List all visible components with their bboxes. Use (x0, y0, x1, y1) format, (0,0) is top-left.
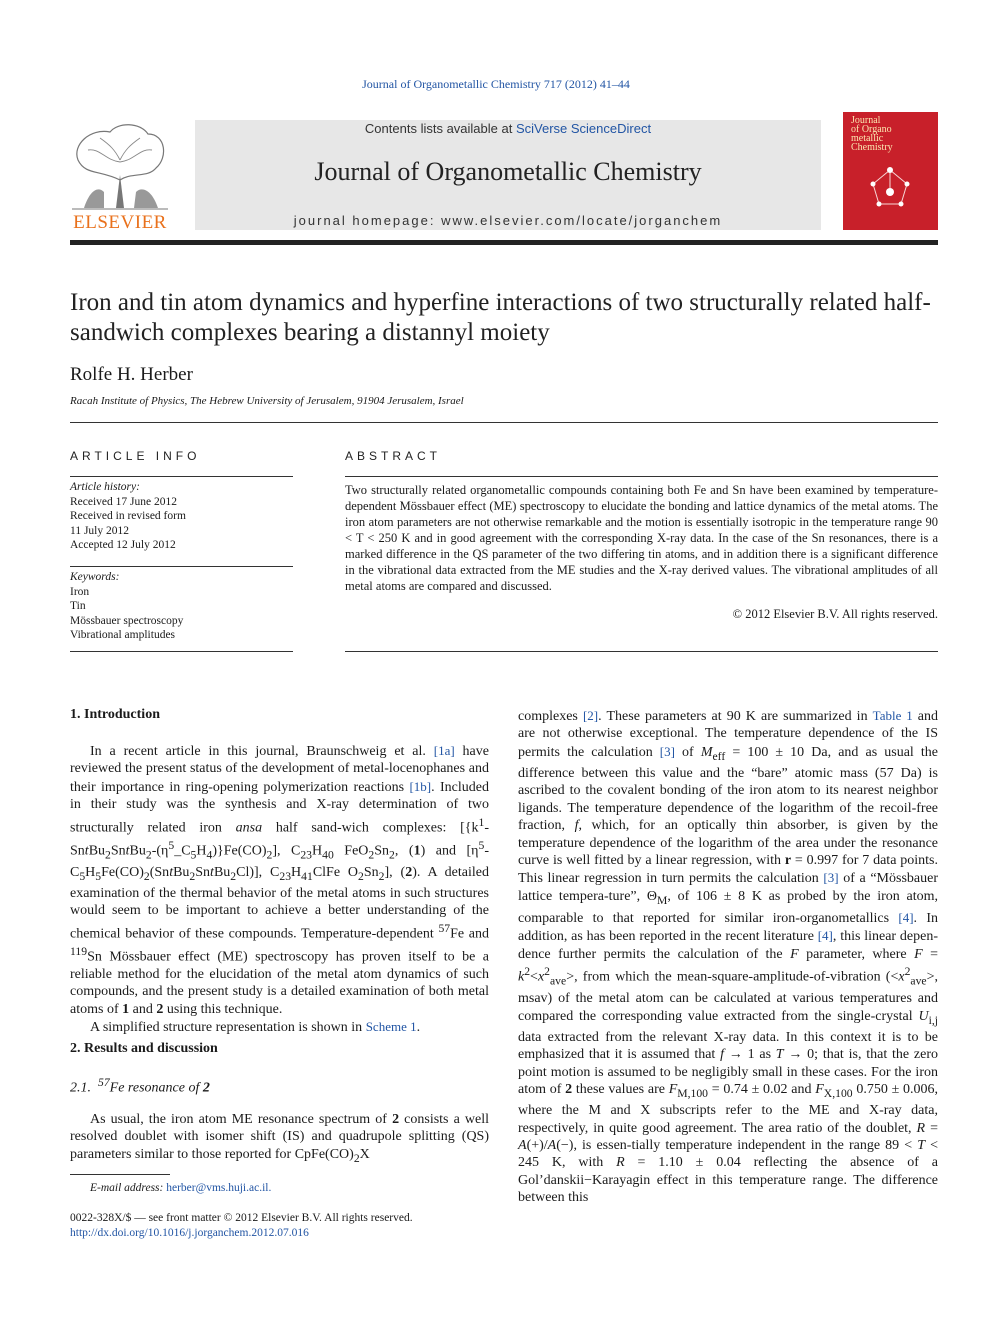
keyword-item: Tin (70, 600, 86, 612)
footnote-email (90, 1182, 271, 1194)
citation-link[interactable]: [1a] (433, 743, 455, 758)
contents-prefix: Contents lists available at (364, 121, 516, 136)
results-continued-text (518, 707, 938, 1207)
history-item: Received 17 June 2012 (70, 495, 177, 508)
divider (70, 566, 293, 567)
copyright: © 2012 Elsevier B.V. All rights reserved. (732, 607, 938, 621)
divider (70, 651, 293, 652)
keywords-label: Keywords: (70, 571, 120, 583)
elsevier-logo (70, 120, 170, 232)
paragraph: complexes [2]. These parameters at 90 K are summarized in Table 1 and are not otherwise exceptional. The temperature dependence of the IS permits the calculation [3] of $M_{eff} = 100 \pm 10$ Da, and as usual the difference between this value and the “bare” atomic mass (57 Da) is ascribed to the covalent bonding of the iron atom to its nearest neighbor ligands. The temperature dependence of the logarithm of the recoil-free fraction, f, which, for an optically thin absorber, is given by the temperature dependence of the logarithm of the area under the resonance curve is well fitted by a linear regression, with r = 0.997 for 7 data points. This linear regression in turn permits the calculation [3] of a “Mössbauer lattice tempera-ture”, $\Theta_M$, of 106 ± 8 K as probed by the iron atom, comparable to that reported for similar iron-organometallics [4]. In addition, as has been reported in the recent literature [4], this linear depen-dence further permits the calculation of the F parameter, where $F = k^2<x^2_{ave}>$, from which the mean-square-amplitude-of-vibration ($<x^2_{ave}>$, msav) of the metal atom can be calculated at various temperatures and compared the corresponding value extracted from the single-crystal $U_{i,j}$ data extracted from the relevant X-ray data. In this context it is to be emphasized that it is assumed that f → 1 as T → 0; that is, that the zero point motion is assumed to be negligibly small in these cases. For the iron atom of 2 these values are $F_{M,100} = 0.74 \pm 0.02$ and $F_{X,100}$ 0.750 ± 0.006, where the M and X subscripts refer to the ME and X-ray data, respectively, in quite good agreement. The area ratio of the doublet, R = A(+)/A(−), is essen-tially temperature independent in the range 89 < T < 245 K, with R = 1.10 ± 0.04 reflecting the absence of a Gol’danskii−Karayagin effect in this temperature range. The difference between this (518, 708, 939, 1206)
paragraph: In a recent article in this journal, Braunschweig et al. [1a] have reviewed the present status of the development of metal-locenophanes and their importance in ring-opening polymerization reactions [1b]. Included in their study was the synthesis and X-ray determination of two structurally related iron ansa half sand-wich complexes: $[\{k^1-SntBu_2SntBu_2-(\eta^5\_C_5H_4)\}Fe(CO)_2]$, $C_{23}H_{40}$ $FeO_2Sn_2$, (1) and $[\eta^5-C_5H_5Fe(CO)_2(SntBu_2SntBu_2Cl)]$, $C_{23}H_{41}ClFe$ $O_2Sn_2$], (2). A detailed examination of the thermal behavior of the metal atoms in such structures would seem to be important to achieve a better understanding of the chemical behavior of these compounds. Temperature-dependent $^{57}$Fe and $^{119}$Sn Mössbauer effect (ME) spectroscopy has proven itself to be a reliable method for the elucidation of the metal atom dynamics of such compounds, and the present study is a detailed examination of both metal atoms of 1 and 2 using this technique. (70, 743, 489, 1017)
table-link[interactable]: Table 1 (872, 708, 913, 723)
journal-reference[interactable] (0, 77, 992, 92)
article-history (70, 480, 293, 553)
divider (70, 422, 938, 423)
elsevier-wordmark: ELSEVIER (73, 212, 167, 233)
introduction-text (70, 742, 489, 1036)
history-item: Received in revised form (70, 510, 186, 522)
contents-line (195, 121, 821, 136)
keyword-item: Mössbauer spectroscopy (70, 614, 184, 627)
email-label: E-mail address: (90, 1182, 164, 1194)
history-label: Article history: (70, 481, 140, 493)
citation-link[interactable]: [2] (582, 708, 599, 723)
paragraph: As usual, the iron atom ME resonance spectrum of 2 consists a well resolved doublet with isomer shift (IS) and quadrupole splitting (QS) parameters similar to those reported for $CpFe(CO)_2X$ (70, 1112, 489, 1165)
cover-title-line: Chemistry (851, 142, 893, 153)
section-heading-introduction: 1. Introduction (70, 707, 160, 722)
article-info-heading: ARTICLE INFO (70, 449, 201, 463)
author-name: Rolfe H. Herber (70, 364, 193, 385)
citation-link[interactable]: [3] (823, 870, 839, 886)
sciencedirect-link[interactable]: SciVerse ScienceDirect (515, 121, 652, 136)
citation-link[interactable]: [1b] (409, 778, 432, 794)
cover-title-line: metallic (851, 133, 884, 144)
journal-cover[interactable] (843, 112, 938, 230)
doi-link[interactable] (70, 1227, 309, 1239)
paragraph: A simplified structure representation is shown in Scheme 1. (90, 1018, 421, 1035)
abstract-heading: ABSTRACT (345, 449, 442, 463)
journal-reference-text[interactable]: Journal of Organometallic Chemistry 717 (2012) 41–44 (362, 77, 630, 91)
keyword-item: Vibrational amplitudes (70, 629, 176, 641)
scheme-link[interactable]: Scheme 1 (365, 1018, 417, 1034)
subsection-heading: 2.1. $^{57}$Fe resonance of 2 (70, 1076, 210, 1096)
history-item: 11 July 2012 (70, 524, 129, 537)
divider (345, 476, 938, 477)
keywords (70, 570, 293, 643)
divider (70, 476, 293, 477)
email-link[interactable]: herber@vms.huji.ac.il. (166, 1182, 272, 1194)
results-text (70, 1111, 489, 1167)
keyword-item: Iron (70, 585, 90, 598)
citation-link[interactable]: [4] (817, 928, 833, 944)
journal-homepage[interactable]: journal homepage: www.elsevier.com/locate/jorganchem (293, 213, 723, 228)
journal-title: Journal of Organometallic Chemistry (314, 157, 702, 186)
abstract-text: Two structurally related organometallic compounds containing both Fe and Sn have been examined by temperature-dependent Mössbauer effect (ME) spectroscopy to elucidate the bonding and lattice dynamics of the metal atoms. The iron atom parameters are not otherwise remarkable and the motion is essentially isotropic in the temperature range 90 < T < 250 K and in good agreement with the corresponding X-ray data. In the case of the Sn resonances, there is a marked difference in the QS parameter of the two differing tin atoms, and in addition there is a significant difference in the vibrational data extracted from the ME studies and the X-ray derived values. The vibrational amplitudes of all metal atoms are compared and discussed. (345, 483, 938, 593)
divider (345, 651, 938, 652)
cover-title-line: Journal (851, 115, 881, 126)
author-affiliation: Racah Institute of Physics, The Hebrew University of Jerusalem, 91904 Jerusalem, Israel (70, 395, 464, 407)
doi-link-text[interactable]: http://dx.doi.org/10.1016/j.jorganchem.2012.07.016 (70, 1227, 309, 1239)
citation-link[interactable]: [3] (659, 743, 675, 759)
issn-line: 0022-328X/$ — see front matter © 2012 Elsevier B.V. All rights reserved. (70, 1212, 413, 1224)
citation-link[interactable]: [4] (898, 910, 914, 926)
footnote-rule (70, 1174, 170, 1175)
section-heading-results: 2. Results and discussion (70, 1041, 218, 1056)
cover-molecule-icon (843, 112, 938, 230)
article-title: Iron and tin atom dynamics and hyperfine interactions of two structurally related half-sandwich complexes bearing a distannyl moiety (70, 289, 931, 346)
history-item: Accepted 12 July 2012 (70, 539, 176, 551)
header-rule (70, 240, 938, 245)
cover-title-line: of Organo (851, 124, 892, 135)
